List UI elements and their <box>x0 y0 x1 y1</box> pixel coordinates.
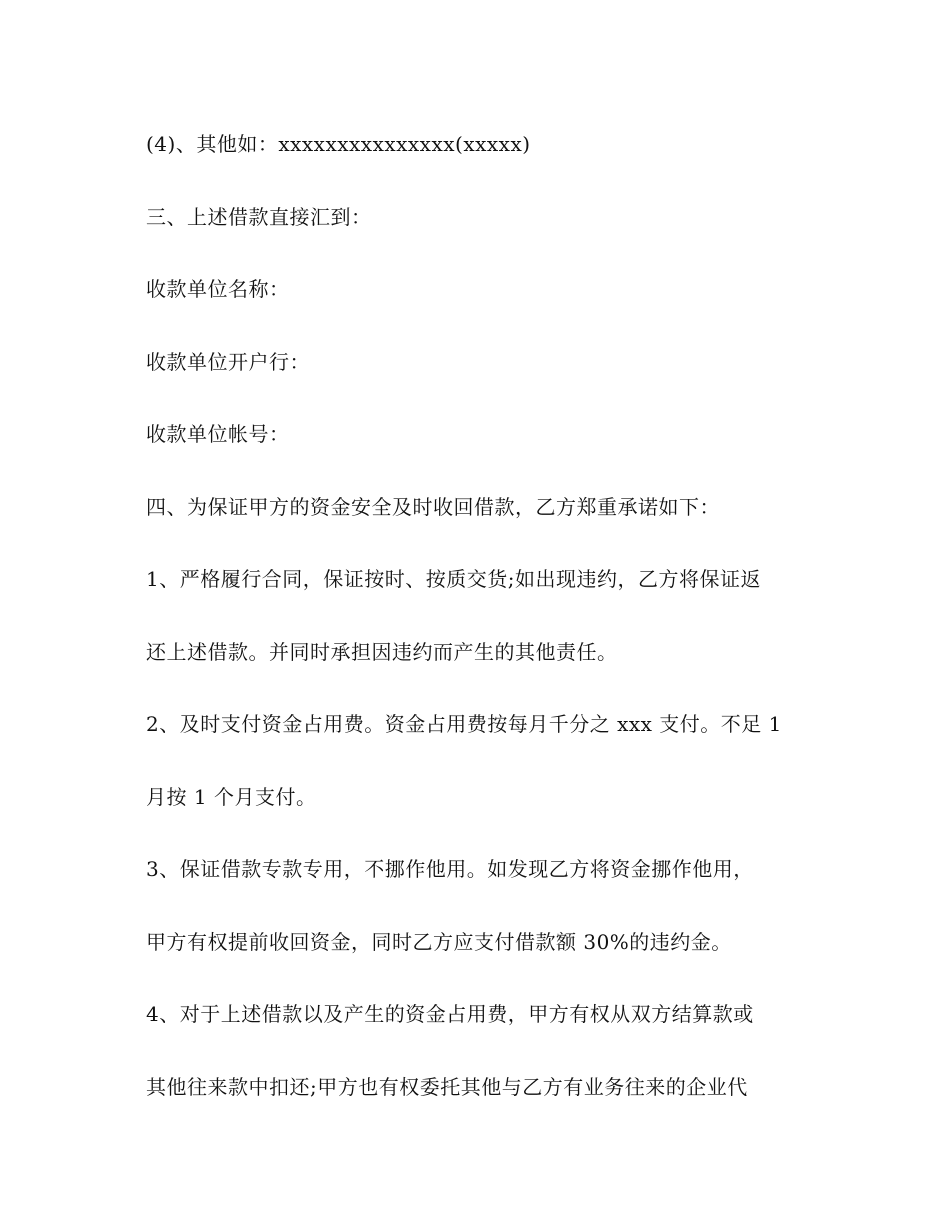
promise-2-line-2: 月按 1 个月支付。 <box>146 784 317 809</box>
promise-4-line-1: 4、对于上述借款以及产生的资金占用费，甲方有权从双方结算款或 <box>146 1002 754 1026</box>
payee-account-line: 收款单位帐号： <box>146 422 290 446</box>
payee-bank-line: 收款单位开户行： <box>146 349 310 374</box>
promise-3-line-1: 3、保证借款专款专用，不挪作他用。如发现乙方将资金挪作他用， <box>146 857 754 881</box>
document-body <box>146 122 826 1137</box>
promise-3-line-2: 甲方有权提前收回资金，同时乙方应支付借款额 30%的违约金。 <box>146 929 732 954</box>
promise-1-line-2: 还上述借款。并同时承担因违约而产生的其他责任。 <box>146 639 618 664</box>
payee-name-line: 收款单位名称： <box>146 277 290 301</box>
promise-1-line-1: 1、严格履行合同，保证按时、按质交货;如出现违约，乙方将保证返 <box>146 567 761 591</box>
promise-4-line-2: 其他往来款中扣还;甲方也有权委托其他与乙方有业务往来的企业代 <box>146 1074 748 1099</box>
section-3-heading: 三、上述借款直接汇到： <box>146 204 372 229</box>
clause-4-other: (4)、其他如：xxxxxxxxxxxxxxx(xxxxx) <box>146 132 531 156</box>
promise-2-line-1: 2、及时支付资金占用费。资金占用费按每月千分之 xxx 支付。不足 1 <box>146 712 782 736</box>
section-4-heading: 四、为保证甲方的资金安全及时收回借款，乙方郑重承诺如下： <box>146 494 720 519</box>
